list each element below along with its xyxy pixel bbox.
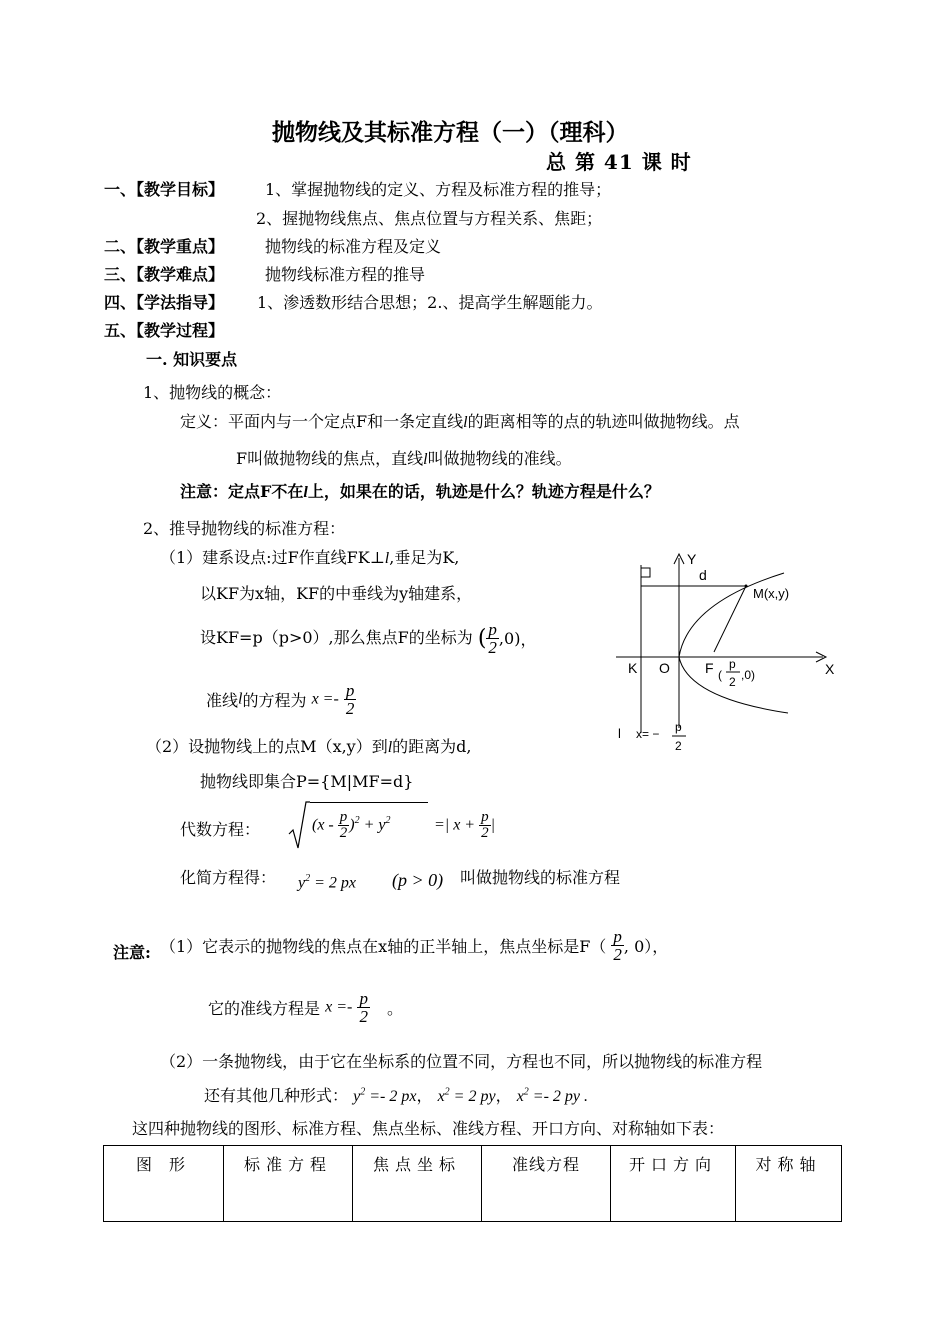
label-k: K	[628, 660, 638, 676]
note-focus-line	[160, 928, 668, 963]
form-3: $x^2 =- 2$ py .	[516, 1086, 589, 1105]
derivation-title: 2、推导抛物线的标准方程：	[143, 519, 346, 538]
alg-sup-1: 2	[354, 814, 360, 826]
table-header-cell: 图 形	[104, 1146, 224, 1222]
std-rhs: = 2 px	[314, 874, 357, 892]
keypoint-text: 抛物线的标准方程及定义	[265, 237, 442, 256]
knowledge-heading: 一. 知识要点	[146, 350, 238, 369]
note-1-a: 注意：定点F不在	[180, 482, 304, 501]
alg-sup-2: 2	[385, 814, 391, 826]
table-header-row	[104, 1146, 842, 1222]
alg-rhs-den: 2	[481, 825, 489, 841]
section-keypoint-label: 二、【教学重点】	[104, 237, 225, 256]
alg-frac-num: p	[339, 809, 348, 825]
form-1: $y^2 =- 2$ px	[353, 1086, 417, 1105]
algebra-label: 代数方程：	[180, 820, 261, 839]
line-l-symbol: l	[238, 690, 243, 708]
step-1-line-3-a: 设KF=p（p>0）,那么焦点F的坐标为	[200, 628, 473, 647]
std-y: y	[298, 874, 306, 892]
line-l-symbol: l	[463, 414, 468, 431]
label-fclose: ,0)	[741, 668, 756, 682]
right-angle-mark	[641, 568, 650, 577]
std-sup: 2	[305, 873, 311, 884]
comma: ，	[416, 1086, 433, 1105]
lesson-number: 总 第 41 课 时	[546, 150, 692, 174]
line-l-symbol: l	[384, 550, 390, 567]
definition-line-1-a: 定义：平面内与一个定点F和一条定直线	[180, 412, 464, 431]
alg-inner-c: + y	[363, 816, 386, 834]
page-title: 抛物线及其标准方程（一）（理科）	[272, 119, 629, 146]
label-l2: 2	[675, 739, 682, 753]
alg-frac-den: 2	[339, 825, 348, 841]
radical-bar	[310, 802, 428, 803]
section-process-label: 五、【教学过程】	[104, 321, 225, 340]
directrix-a: 准线	[206, 691, 239, 710]
objective-1: 1、掌握抛物线的定义、方程及标准方程的推导；	[265, 180, 612, 199]
definition-line-2	[236, 446, 572, 469]
simplify-label: 化简方程得：	[180, 868, 277, 887]
note-dir-den: 2	[359, 1007, 368, 1026]
alg-rhs-b: |	[490, 816, 495, 834]
label-fp: p	[729, 657, 736, 671]
step-1-a: （1）建系设点:过F作直线FK⊥	[160, 548, 385, 567]
step-2-a: （2）设抛物线上的点M（x,y）到	[146, 737, 388, 756]
label-d: d	[699, 567, 707, 583]
note-directrix-a: 它的准线方程是	[208, 999, 321, 1018]
table-header-cell: 对称轴	[736, 1146, 842, 1222]
label-f: F	[705, 660, 714, 676]
definition-line-2-b: 叫做抛物线的准线。	[427, 449, 572, 468]
alg-rhs-num: p	[481, 809, 489, 825]
alg-inner-a: (x -	[312, 816, 334, 834]
table-header-cell: 准线方程	[482, 1146, 611, 1222]
section-objectives-label: 一、【教学目标】	[104, 180, 225, 199]
line-l-symbol: l	[303, 484, 308, 501]
set-definition: 抛物线即集合P={M|MF=d}	[200, 772, 414, 791]
step-2-line-1	[146, 734, 472, 757]
table-header-cell: 标准方程	[224, 1146, 353, 1222]
step-1-b: ,垂足为K,	[389, 548, 460, 567]
standard-name: 叫做抛物线的标准方程	[460, 868, 621, 887]
radical-sign	[288, 800, 310, 852]
label-fopen: (	[718, 668, 722, 682]
section-method-label: 四、【学法指导】	[104, 293, 225, 312]
table-header-cell: 焦点坐标	[353, 1146, 482, 1222]
standard-condition: (p > 0)	[392, 870, 444, 890]
definition-line-2-a: F叫做抛物线的焦点，直线	[236, 449, 424, 468]
note-directrix-eq: x =-	[325, 998, 353, 1016]
note-focus-a: （1）它表示的抛物线的焦点在x轴的正半轴上，焦点坐标是F（	[160, 937, 607, 956]
focus-fraction-den: 2	[488, 638, 497, 657]
line-l-symbol: l	[423, 451, 428, 468]
label-l: l	[618, 726, 621, 741]
note-2-line-1: （2）一条抛物线，由于它在坐标系的位置不同，方程也不同，所以抛物线的标准方程	[160, 1052, 763, 1071]
objective-2: 2、握抛物线焦点、焦点位置与方程关系、焦距；	[256, 209, 603, 228]
concept-title: 1、抛物线的概念：	[143, 383, 282, 402]
step-1-line-3: 设KF=p（p>0）,那么焦点F的坐标为 ( $\frac{p}{2}$ ,0)，	[200, 620, 537, 657]
note-1-b: 上，如果在的话，轨迹是什么？轨迹方程是什么？	[307, 482, 660, 501]
alg-rhs-a: =| x +	[434, 816, 476, 834]
point-m	[745, 585, 748, 588]
directrix-line	[206, 682, 356, 717]
focus-fraction-num: p	[488, 620, 497, 639]
difficulty-text: 抛物线标准方程的推导	[265, 265, 426, 284]
label-o: O	[659, 660, 670, 676]
label-x: X	[825, 661, 835, 677]
focus-tail: ,0)	[498, 629, 521, 648]
label-y: Y	[687, 551, 697, 567]
parabola-figure	[608, 548, 848, 758]
directrix-equation: x =-	[311, 690, 339, 708]
directrix-fraction-den: 2	[345, 699, 355, 718]
note-1	[180, 479, 660, 502]
parabola-summary-table	[103, 1145, 842, 1222]
method-text: 1、渗透数形结合思想；2.、提高学生解题能力。	[257, 293, 603, 312]
comma: ，	[495, 1086, 512, 1105]
line-l-symbol: l	[387, 739, 393, 756]
table-intro: 这四种抛物线的图形、标准方程、焦点坐标、准线方程、开口方向、对称轴如下表：	[132, 1119, 725, 1138]
directrix-fraction-num: p	[345, 681, 355, 700]
step-1-line-1	[160, 545, 459, 568]
alg-inner-b: )	[349, 816, 355, 834]
note-directrix-b: 。	[387, 999, 404, 1018]
note-2-line-2	[204, 1083, 588, 1106]
form-2: $x^2 = 2$ py	[437, 1086, 496, 1105]
label-leq: x= −	[636, 727, 660, 741]
focus-comma: ，	[520, 630, 537, 649]
note-frac-num: p	[613, 927, 622, 946]
table-header-cell: 开口方向	[611, 1146, 736, 1222]
definition-line-1	[180, 409, 740, 432]
note-directrix-line	[208, 990, 403, 1025]
note-2-line-2-a: 还有其他几种形式：	[204, 1086, 349, 1105]
note-frac-den: 2	[613, 945, 622, 964]
note-dir-num: p	[359, 989, 368, 1008]
definition-line-1-b: 的距离相等的点的轨迹叫做抛物线。点	[467, 412, 740, 431]
step-1-line-2: 以KF为x轴，KF的中垂线为y轴建系，	[200, 584, 473, 603]
note-focus-b: , 0），	[623, 937, 669, 956]
label-lp: p	[675, 720, 682, 734]
standard-equation	[298, 873, 356, 892]
section-difficulty-label: 三、【教学难点】	[104, 265, 225, 284]
step-2-b: 的距离为d,	[392, 737, 472, 756]
label-m: M(x,y)	[753, 586, 790, 601]
label-f2: 2	[729, 675, 736, 689]
notes-label: 注意:	[113, 943, 151, 962]
directrix-b: 的方程为	[242, 691, 307, 710]
